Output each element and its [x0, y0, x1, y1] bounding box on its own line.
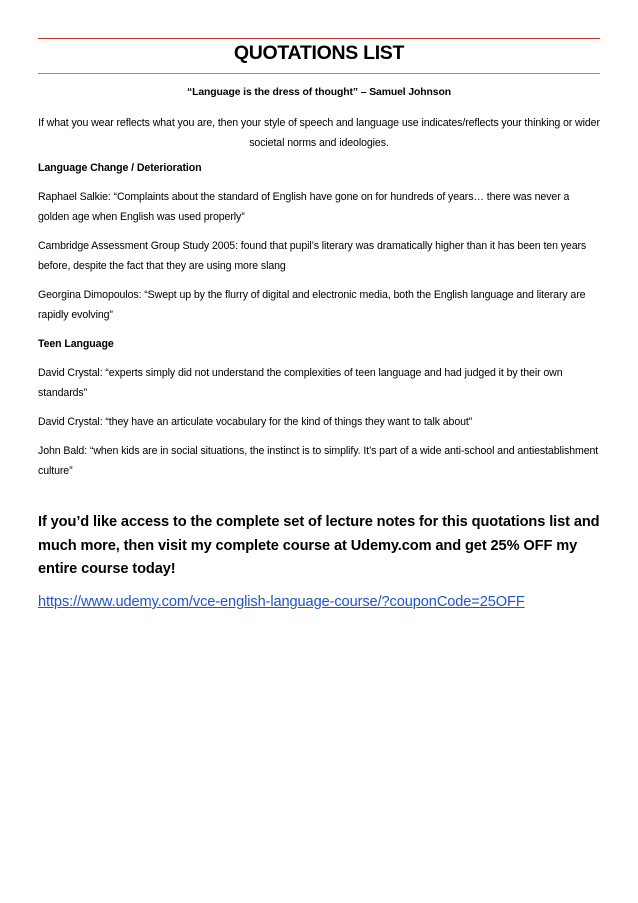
page-title: QUOTATIONS LIST	[233, 42, 405, 64]
intro-paragraph: If what you wear reflects what you are, then your style of speech and language use indicates/reflects your thinking or wider societal norms and ideologies.	[38, 117, 600, 149]
quote-crystal-1: David Crystal: “experts simply did not understand the complexities of teen language and had judged it by their own standards”	[38, 367, 563, 399]
top-rule	[38, 38, 600, 39]
promo-text: If you’d like access to the complete set of lecture notes for this quotations list and much more, then visit my complete course at Udemy.com and get 25% OFF my entire course today!	[38, 514, 600, 577]
quotations-content	[38, 158, 602, 490]
section-heading-language-change: Language Change / Deterioration	[38, 162, 202, 174]
title-rule	[38, 73, 600, 74]
quote-salkie: Raphael Salkie: “Complaints about the standard of English have gone on for hundreds of years… there was never a golden age when English was used properly”	[38, 191, 570, 223]
quote-dimopoulos: Georgina Dimopoulos: “Swept up by the flurry of digital and electronic media, both the English language and literary are rapidly evolving”	[38, 289, 586, 321]
quote-crystal-2: David Crystal: “they have an articulate vocabulary for the kind of things they want to talk about”	[38, 416, 473, 428]
quote-bald: John Bald: “when kids are in social situations, the instinct is to simplify. It’s part of a wide anti-school and antiestablishment culture”	[38, 445, 599, 477]
epigraph: “Language is the dress of thought” – Samuel Johnson	[187, 87, 451, 98]
quote-cambridge: Cambridge Assessment Group Study 2005: found that pupil’s literary was dramatically higher than it has been ten years before, despite the fact that they are using more slang	[38, 240, 587, 272]
udemy-course-link[interactable]: https://www.udemy.com/vce-english-language-course/?couponCode=25OFF	[38, 594, 525, 610]
section-heading-teen-language: Teen Language	[38, 338, 114, 350]
